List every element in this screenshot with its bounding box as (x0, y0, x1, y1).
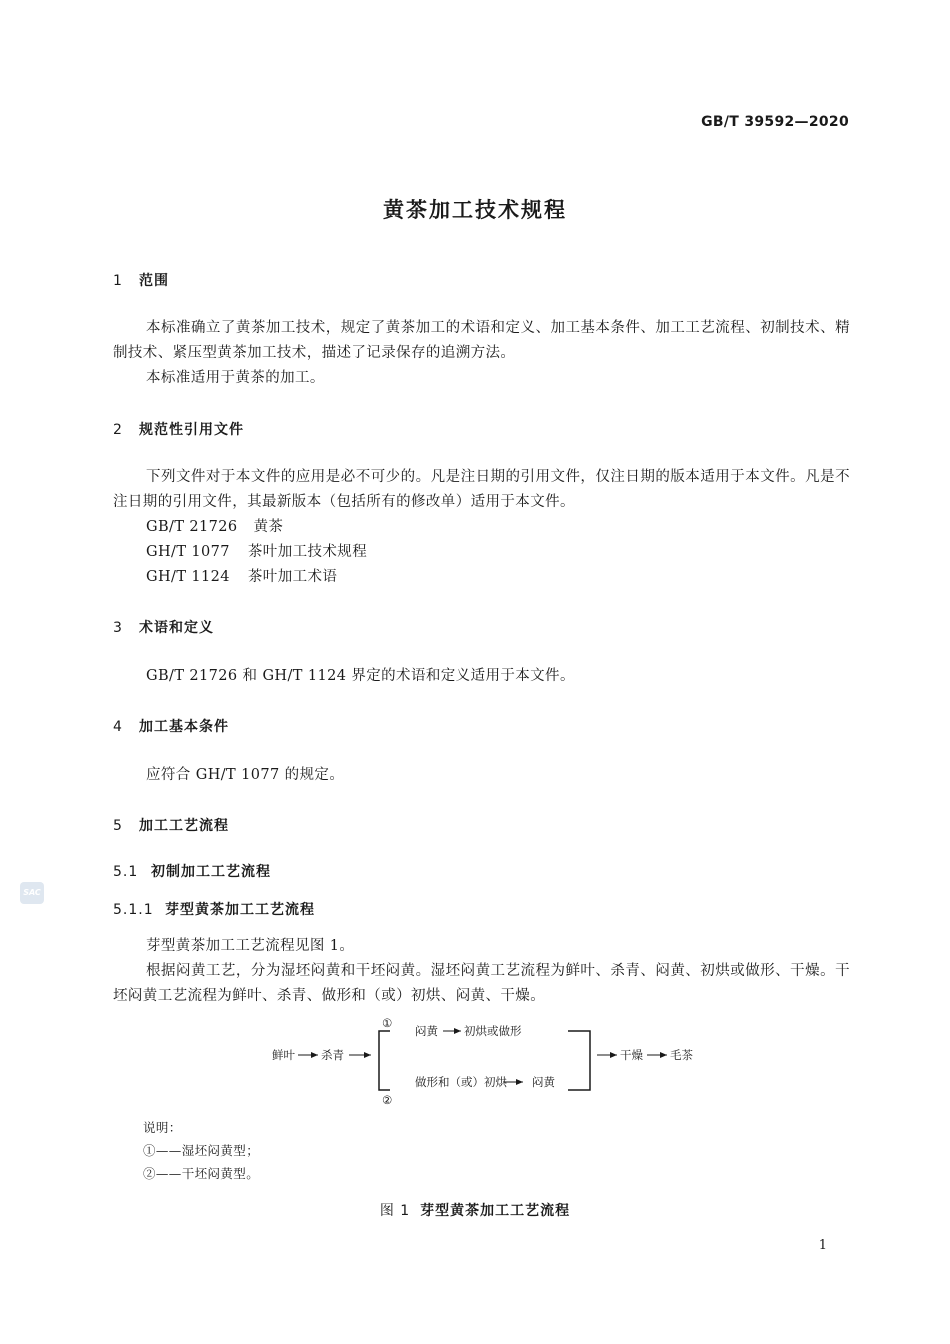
section-number: 5.1 (113, 864, 139, 880)
section-title: 初制加工工艺流程 (151, 864, 271, 880)
section-2-paragraph-1: 下列文件对于本文件的应用是必不可少的。凡是注日期的引用文件，仅注日期的版本适用于本文件。凡是不注日期的引用文件，其最新版本（包括所有的修改单）适用于本文件。 (113, 469, 850, 510)
node-drying: 干燥 (620, 1048, 643, 1062)
page-number: 1 (818, 1238, 827, 1253)
legend-item-1: ①——湿坯闷黄型； (143, 1143, 260, 1158)
reference-name: 黄茶 (253, 519, 284, 535)
section-5-1-heading (113, 861, 271, 881)
sac-watermark-logo: SAC (20, 882, 44, 904)
branch-1-mark: ① (382, 1016, 393, 1030)
node-shaping-and-baking: 做形和（或）初烘 (415, 1075, 507, 1089)
node-raw-tea: 毛茶 (670, 1048, 693, 1062)
node-fresh-leaf: 鲜叶 (272, 1048, 295, 1062)
section-title: 术语和定义 (139, 620, 214, 636)
reference-item (146, 565, 337, 586)
left-bracket (379, 1031, 390, 1090)
document-title: 黄茶加工技术规程 (383, 198, 567, 222)
node-yellowing-1: 闷黄 (415, 1024, 438, 1038)
section-3-heading (113, 617, 214, 637)
node-yellowing-2: 闷黄 (532, 1075, 555, 1089)
section-1-paragraph-2: 本标准适用于黄茶的加工。 (146, 370, 325, 386)
section-5-heading (113, 815, 229, 835)
node-initial-baking-or-shaping: 初烘或做形 (464, 1024, 522, 1038)
section-4-paragraph-1: 应符合 GH/T 1077 的规定。 (146, 767, 345, 783)
section-title: 芽型黄茶加工工艺流程 (165, 902, 315, 918)
reference-item (146, 515, 283, 536)
right-bracket (568, 1031, 590, 1090)
section-5-1-1-paragraph-1: 芽型黄茶加工工艺流程见图 1。 (146, 938, 355, 954)
section-1-heading (113, 270, 169, 290)
section-number: 4 (113, 719, 123, 735)
branch-2-mark: ② (382, 1093, 393, 1107)
reference-code: GB/T 21726 (146, 519, 238, 535)
figure-number: 图 1 (379, 1203, 411, 1219)
section-3-paragraph-1: GB/T 21726 和 GH/T 1124 界定的术语和定义适用于本文件。 (146, 668, 575, 684)
figure-title: 芽型黄茶加工工艺流程 (420, 1203, 571, 1219)
section-number: 1 (113, 273, 123, 289)
section-number: 3 (113, 620, 123, 636)
legend-item-2: ②——干坯闷黄型。 (143, 1166, 260, 1181)
process-flow-diagram (255, 1016, 705, 1110)
reference-item (146, 540, 367, 561)
standard-number: GB/T 39592—2020 (701, 114, 849, 130)
reference-name: 茶叶加工技术规程 (247, 544, 368, 560)
section-number: 2 (113, 422, 123, 438)
node-fixing: 杀青 (321, 1048, 344, 1062)
section-1-paragraph-1: 本标准确立了黄茶加工技术，规定了黄茶加工的术语和定义、加工基本条件、加工工艺流程、初制技术、精制技术、紧压型黄茶加工技术，描述了记录保存的追溯方法。 (113, 320, 850, 361)
legend-title: 说明： (143, 1120, 182, 1135)
section-number: 5 (113, 818, 123, 834)
section-5-1-1-heading (113, 899, 315, 919)
reference-name: 茶叶加工术语 (247, 569, 338, 585)
figure-caption (0, 1200, 950, 1220)
section-number: 5.1.1 (113, 902, 154, 918)
section-2-heading (113, 419, 244, 439)
reference-code: GH/T 1124 (146, 569, 230, 585)
section-title: 规范性引用文件 (139, 422, 244, 438)
section-title: 加工工艺流程 (139, 818, 229, 834)
section-title: 范围 (139, 273, 169, 289)
section-5-1-1-paragraph-2: 根据闷黄工艺，分为湿坯闷黄和干坯闷黄。湿坯闷黄工艺流程为鲜叶、杀青、闷黄、初烘或做形、干燥。干坯闷黄工艺流程为鲜叶、杀青、做形和（或）初烘、闷黄、干燥。 (113, 963, 850, 1004)
section-title: 加工基本条件 (139, 719, 229, 735)
section-4-heading (113, 716, 229, 736)
reference-code: GH/T 1077 (146, 544, 230, 560)
